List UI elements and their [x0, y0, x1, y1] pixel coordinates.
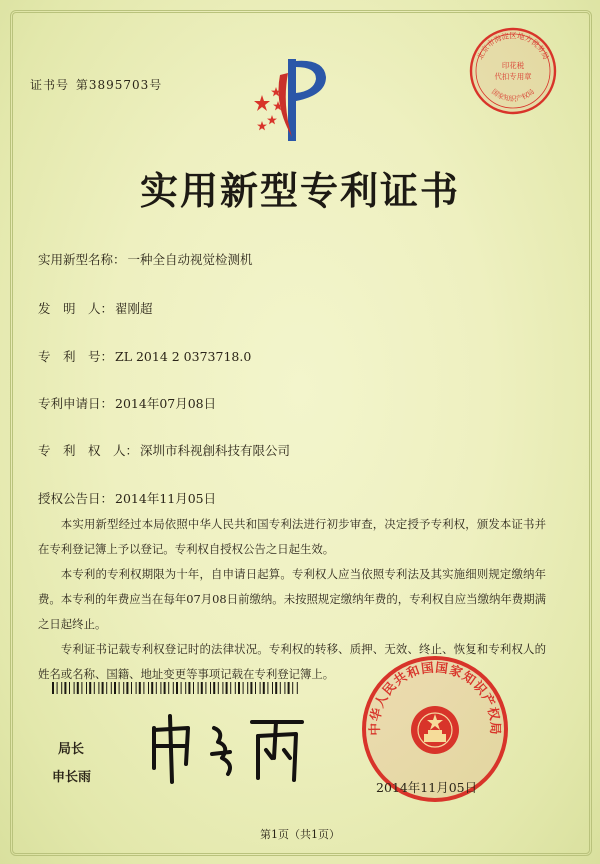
field-grant-date	[38, 489, 216, 507]
barcode-bar	[77, 682, 79, 694]
sipo-emblem	[252, 55, 332, 145]
barcode-bar	[156, 682, 157, 694]
field-label: 专 利 号：	[38, 349, 114, 364]
barcode-bar	[255, 682, 256, 694]
barcode-bar	[102, 682, 104, 694]
field-value: 2014年07月08日	[115, 396, 217, 411]
field-label: 授权公告日：	[38, 491, 114, 506]
page-number: 第1页（共1页）	[260, 828, 340, 841]
barcode-bar	[136, 682, 137, 694]
barcode-bar	[235, 682, 236, 694]
barcode-bar	[222, 682, 223, 694]
barcode-bar	[243, 682, 244, 694]
director-signature	[140, 706, 310, 786]
small-seal-center-line1: 印花税	[501, 61, 525, 70]
barcode-bar	[81, 682, 82, 694]
field-application-date	[38, 394, 216, 412]
body-paragraph-3: 专利证书记载专利权登记时的法律状况。专利权的转移、质押、无效、终止、恢复和专利权人的姓名或名称、国籍、地址变更等事项记载在专利登记簿上。	[38, 642, 546, 681]
barcode-bar	[64, 682, 66, 694]
field-inventor	[38, 299, 153, 317]
barcode-bar	[57, 682, 58, 694]
barcode-bar	[148, 682, 149, 694]
barcode-bar	[160, 682, 161, 694]
barcode-bar	[297, 682, 298, 694]
field-value: 翟刚超	[115, 301, 153, 316]
certificate-number	[30, 76, 162, 93]
barcode-bar	[280, 682, 281, 694]
director-name: 申长雨	[52, 770, 92, 785]
barcode-bar	[139, 682, 141, 694]
small-seal-center-line2: 代扣专用章	[494, 72, 532, 81]
barcode-bar	[288, 682, 290, 694]
barcode-bar	[230, 682, 231, 694]
field-value: 深圳市科视創科技有限公司	[140, 443, 291, 458]
barcode-bar	[193, 682, 194, 694]
barcode-bar	[218, 682, 219, 694]
field-patentee	[38, 441, 290, 459]
barcode-bar	[238, 682, 240, 694]
barcode-bar	[52, 682, 54, 694]
barcode-bar	[168, 682, 169, 694]
barcode-bar	[267, 682, 268, 694]
certificate-number-value: 第3895703号	[75, 78, 163, 92]
field-patent-number	[38, 347, 251, 365]
barcode-bar	[284, 682, 285, 694]
barcode-bar	[86, 682, 87, 694]
barcode-bar	[181, 682, 182, 694]
barcode	[52, 682, 300, 694]
barcode-bar	[126, 682, 128, 694]
barcode-bar	[226, 682, 228, 694]
barcode-bar	[94, 682, 95, 694]
barcode-bar	[201, 682, 203, 694]
barcode-bar	[250, 682, 252, 694]
barcode-bar	[176, 682, 178, 694]
small-seal-bottom-text: 国家知识产权局	[490, 87, 536, 104]
barcode-bar	[260, 682, 261, 694]
barcode-bar	[74, 682, 75, 694]
barcode-bar	[143, 682, 144, 694]
field-value: 一种全自动视觉检测机	[127, 252, 253, 267]
field-label: 实用新型名称：	[38, 252, 126, 267]
body-paragraph-2: 本专利的专利权期限为十年，自申请日起算。专利权人应当依照专利法及其实施细则规定缴纳年费。本专利的年费应当在每年07月08日前缴纳。未按照规定缴纳年费的，专利权自应当缴纳年费期满之日起终止。	[38, 567, 546, 631]
certificate-number-label: 证书号	[30, 78, 70, 92]
barcode-bar	[275, 682, 277, 694]
field-label: 专 利 权 人：	[38, 443, 139, 458]
barcode-bar	[292, 682, 293, 694]
barcode-bar	[151, 682, 153, 694]
barcode-bar	[213, 682, 215, 694]
barcode-bar	[198, 682, 199, 694]
small-seal-ring-text: 北京市海淀区地方税务局	[475, 31, 551, 61]
director-title: 局长	[58, 742, 85, 757]
field-label: 发 明 人：	[38, 301, 114, 316]
field-label: 专利申请日：	[38, 396, 114, 411]
barcode-bar	[164, 682, 166, 694]
barcode-bar	[69, 682, 70, 694]
national-emblem-icon	[411, 706, 459, 754]
barcode-bar	[131, 682, 132, 694]
big-seal-ring-text: 中华人民共和国国家知识产权局	[366, 659, 504, 736]
field-value: 2014年11月05日	[115, 491, 217, 506]
barcode-bar	[263, 682, 265, 694]
barcode-bar	[247, 682, 248, 694]
barcode-bar	[89, 682, 91, 694]
barcode-bar	[123, 682, 124, 694]
barcode-bar	[119, 682, 120, 694]
seal-date: 2014年11月05日	[376, 780, 478, 795]
barcode-bar	[205, 682, 206, 694]
barcode-bar	[111, 682, 112, 694]
barcode-bar	[272, 682, 273, 694]
field-utility-model-name	[38, 250, 253, 268]
field-value: ZL 2014 2 0373718.0	[115, 349, 252, 364]
certificate-title: 实用新型专利证书	[139, 169, 460, 213]
barcode-bar	[188, 682, 190, 694]
barcode-bar	[210, 682, 211, 694]
barcode-bar	[173, 682, 174, 694]
barcode-bar	[185, 682, 186, 694]
barcode-bar	[98, 682, 99, 694]
barcode-bar	[114, 682, 116, 694]
stamp-duty-seal	[468, 26, 558, 116]
barcode-bar	[106, 682, 107, 694]
barcode-bar	[61, 682, 62, 694]
body-paragraph-1: 本实用新型经过本局依照中华人民共和国专利法进行初步审查，决定授予专利权，颁发本证书并在专利登记簿上予以登记。专利权自授权公告之日起生效。	[38, 517, 546, 556]
